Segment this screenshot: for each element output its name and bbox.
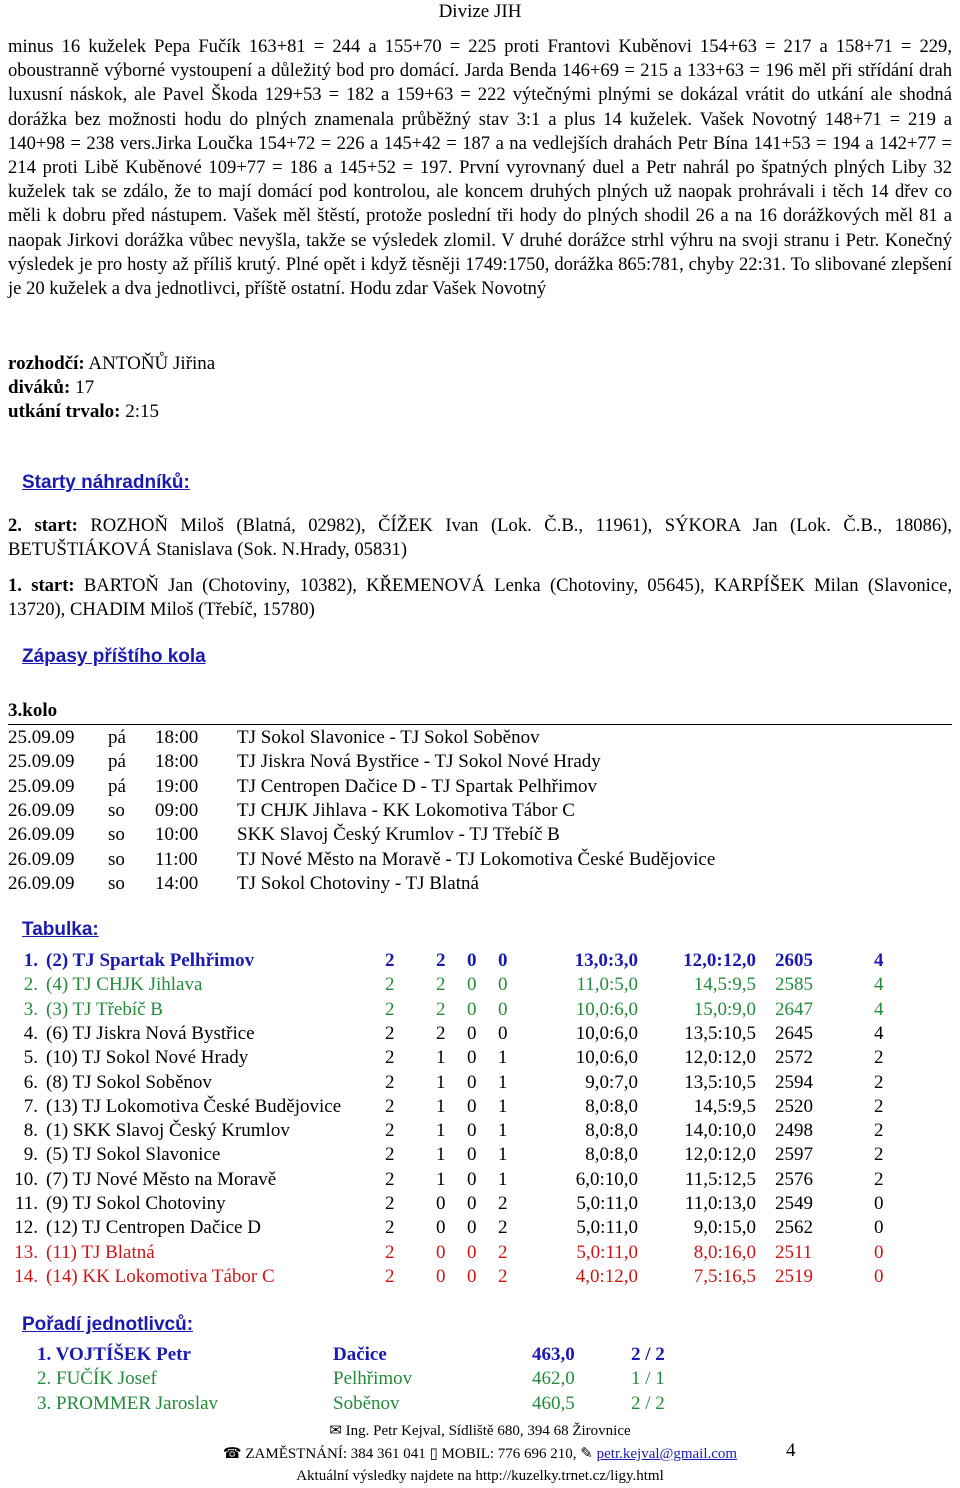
table-wins: 2	[436, 1022, 446, 1044]
table-team: (6) TJ Jiskra Nová Bystřice	[46, 1022, 255, 1044]
table-draws: 0	[467, 950, 477, 971]
table-score: 0	[874, 1217, 884, 1239]
table-points-1: 11,0:5,0	[576, 974, 638, 996]
table-rank: 13.	[14, 1241, 38, 1263]
table-rank: 7.	[23, 1095, 38, 1117]
table-score: 0	[874, 1241, 884, 1263]
table-total-pins: 2645	[775, 1022, 813, 1044]
match-time: 10:00	[155, 824, 199, 846]
footer-work-phone: ZAMĚSTNÁNÍ: 384 361 041	[245, 1446, 426, 1462]
match-time: 14:00	[155, 872, 199, 894]
table-points-1: 8,0:8,0	[585, 1144, 638, 1166]
individual-score: 463,0	[532, 1344, 575, 1365]
footer-address-line	[0, 1421, 960, 1441]
match-date: 25.09.09	[8, 727, 75, 748]
table-losses: 2	[498, 1217, 508, 1239]
page-header-title: Divize JIH	[438, 1, 522, 22]
phone-icon: ☎	[222, 1446, 242, 1462]
table-wins: 2	[436, 998, 446, 1020]
table-played: 2	[385, 1241, 395, 1263]
table-played: 2	[385, 950, 395, 971]
table-losses: 0	[498, 1022, 508, 1044]
table-points-1: 8,0:8,0	[585, 1120, 638, 1142]
table-points-1: 8,0:8,0	[585, 1095, 638, 1117]
table-rank: 2.	[23, 974, 38, 996]
table-wins: 0	[436, 1193, 446, 1214]
table-team: (3) TJ Třebíč B	[46, 998, 163, 1020]
table-score: 4	[874, 1022, 884, 1044]
match-time: 19:00	[155, 775, 199, 797]
match-date: 26.09.09	[8, 872, 75, 894]
table-rank: 10.	[14, 1168, 38, 1190]
table-draws: 0	[467, 1241, 477, 1263]
match-date: 25.09.09	[8, 751, 75, 773]
table-losses: 1	[498, 1047, 508, 1069]
table-draws: 0	[467, 1193, 477, 1214]
table-score: 2	[874, 1071, 884, 1093]
individual-club: Dačice	[333, 1344, 387, 1365]
table-losses: 1	[498, 1120, 508, 1142]
table-draws: 0	[467, 1120, 477, 1142]
table-points-2: 11,0:13,0	[684, 1193, 756, 1214]
match-day: pá	[108, 727, 126, 748]
table-points-1: 10,0:6,0	[575, 998, 638, 1020]
footer-results-line: Aktuální výsledky najdete na http://kuzelky.trnet.cz/ligy.html	[296, 1468, 664, 1484]
table-points-2: 12,0:12,0	[684, 1144, 756, 1166]
table-team: (1) SKK Slavoj Český Krumlov	[46, 1120, 290, 1142]
individual-rank: 2 / 2	[631, 1344, 665, 1365]
table-points-2: 7,5:16,5	[693, 1265, 756, 1287]
table-total-pins: 2647	[775, 998, 813, 1020]
table-wins: 0	[436, 1241, 446, 1263]
table-played: 2	[385, 998, 395, 1020]
table-total-pins: 2549	[775, 1193, 813, 1214]
table-played: 2	[385, 1047, 395, 1069]
table-points-1: 5,0:11,0	[576, 1193, 638, 1214]
table-total-pins: 2572	[775, 1047, 813, 1069]
table-rank: 8.	[23, 1120, 38, 1142]
table-losses: 1	[498, 1095, 508, 1117]
table-losses: 1	[498, 1168, 508, 1190]
start1-paragraph	[8, 574, 952, 622]
table-losses: 0	[498, 974, 508, 996]
table-team: (8) TJ Sokol Soběnov	[46, 1071, 212, 1093]
duration-label: utkání trvalo:	[8, 401, 121, 422]
table-points-1: 6,0:10,0	[575, 1168, 638, 1190]
table-points-2: 13,5:10,5	[684, 1071, 756, 1093]
table-score: 2	[874, 1095, 884, 1117]
table-score: 0	[874, 1265, 884, 1287]
table-losses: 1	[498, 1144, 508, 1166]
table-rank: 11.	[14, 1193, 38, 1214]
table-played: 2	[385, 1095, 395, 1117]
table-score: 0	[874, 1193, 884, 1214]
spectators-label: diváků:	[8, 377, 71, 398]
table-team: (13) TJ Lokomotiva České Budějovice	[46, 1095, 342, 1117]
footer-email-link[interactable]: petr.kejval@gmail.com	[596, 1446, 738, 1462]
match-time: 18:00	[155, 751, 199, 773]
table-draws: 0	[467, 1265, 477, 1287]
table-rank: 4.	[23, 1022, 38, 1044]
table-points-2: 9,0:15,0	[693, 1217, 756, 1239]
table-losses: 2	[498, 1265, 508, 1287]
table-score: 2	[874, 1168, 884, 1190]
table-points-2: 14,0:10,0	[684, 1120, 756, 1142]
table-losses: 1	[498, 1071, 508, 1093]
table-points-1: 5,0:11,0	[576, 1217, 638, 1239]
table-wins: 1	[436, 1144, 446, 1166]
table-wins: 1	[436, 1095, 446, 1117]
table-team: (2) TJ Spartak Pelhřimov	[46, 950, 255, 971]
table-wins: 2	[436, 974, 446, 996]
match-time: 09:00	[155, 799, 199, 821]
table-points-2: 14,5:9,5	[693, 974, 756, 996]
match-day: so	[108, 824, 125, 846]
table-team: (7) TJ Nové Město na Moravě	[46, 1168, 277, 1190]
table-points-2: 15,0:9,0	[693, 998, 756, 1020]
individual-name: 1. VOJTÍŠEK Petr	[37, 1344, 191, 1365]
match-time: 11:00	[155, 848, 198, 870]
individual-club: Soběnov	[333, 1392, 400, 1414]
email-icon: ✎	[580, 1446, 593, 1462]
table-total-pins: 2585	[775, 974, 813, 996]
table-draws: 0	[467, 1168, 477, 1190]
page-number: 4	[786, 1440, 796, 1461]
duration-line	[8, 400, 159, 424]
individual-rank: 2 / 2	[631, 1392, 665, 1414]
referee-line	[8, 352, 215, 376]
match-day: so	[108, 848, 125, 870]
table-score: 2	[874, 1144, 884, 1166]
table-played: 2	[385, 974, 395, 996]
table-total-pins: 2520	[775, 1095, 813, 1117]
match-teams: TJ Sokol Slavonice - TJ Sokol Soběnov	[237, 727, 540, 748]
table-score: 2	[874, 1047, 884, 1069]
table-total-pins: 2597	[775, 1144, 813, 1166]
table-rank: 1.	[23, 950, 38, 971]
match-day: so	[108, 872, 125, 894]
match-report-paragraph: minus 16 kuželek Pepa Fučík 163+81 = 244 a 155+70 = 225 proti Frantovi Kuběnovi 154+63 = 217 a 158+71 = 229, oboustranně výborné vystoupení a důležitý bod pro domácí. Jarda Benda 146+69 = 215 a 133+63 = 196 měl při střídání drah luxusní náskok, ale Pavel Škoda 129+53 = 182 a 159+63 = 222 výtečnými plnými se dokázal vrátit do utkání ale shodná dorážka bez možnosti hodu do plných znamenala průběžný stav 3:1 a plus 14 kuželek. Vašek Novotný 148+71 = 219 a 140+98 = 238 vers.Jirka Loučka 154+72 = 226 a 145+42 = 187 a na vedlejších drahách Petr Bína 141+53 = 194 a 142+77 = 214 proti Libě Kuběnové 109+77 = 186 a 145+52 = 197. První vyrovnaný duel a Petr nahrál po špatných plných Liby 32 kuželek tak se zdálo, že to mají domácí pod kontrolou, ale koncem druhých plných už naopak prohrávali i těch 14 dřev co měli k dobru před nástupem. Vašek měl štěstí, protože poslední tři hody do plných shodil 26 a na 16 dorážkových měl 81 a naopak Jirkovi dorážka vůbec nevyšla, takže se výsledek zlomil. V druhé dorážce strhl výhru na svoji stranu i Petr. Konečný výsledek je pro hosty až příliš krutý. Plné opět i když těsněji 1749:1750, dorážka 865:781, chyby 22:31. To slibované zlepšení je 20 kuželek a dva jednotlivci, příště ostatní. Hodu zdar Vašek Novotný	[8, 36, 952, 300]
table-draws: 0	[467, 1047, 477, 1069]
envelope-icon: ✉	[329, 1423, 342, 1439]
individual-club: Pelhřimov	[333, 1368, 413, 1390]
table-rank: 3.	[23, 998, 38, 1020]
table-wins: 1	[436, 1047, 446, 1069]
table-points-1: 4,0:12,0	[575, 1265, 638, 1287]
individual-name: 2. FUČÍK Josef	[37, 1368, 157, 1390]
table-points-2: 13,5:10,5	[684, 1022, 756, 1044]
footer-mobile: MOBIL: 776 696 210,	[441, 1446, 577, 1462]
round-label: 3.kolo	[8, 700, 952, 725]
footer-contact-line	[0, 1444, 960, 1464]
referee-value: ANTOŇŮ Jiřina	[88, 353, 216, 374]
match-time: 18:00	[155, 727, 199, 748]
table-score: 4	[874, 974, 884, 996]
table-draws: 0	[467, 998, 477, 1020]
match-date: 26.09.09	[8, 824, 75, 846]
table-points-1: 5,0:11,0	[576, 1241, 638, 1263]
table-played: 2	[385, 1168, 395, 1190]
match-teams: TJ Nové Město na Moravě - TJ Lokomotiva České Budějovice	[237, 848, 716, 870]
table-wins: 0	[436, 1265, 446, 1287]
table-rank: 9.	[23, 1144, 38, 1166]
table-points-1: 13,0:3,0	[574, 950, 638, 971]
table-played: 2	[385, 1071, 395, 1093]
table-total-pins: 2498	[775, 1120, 813, 1142]
match-teams: TJ CHJK Jihlava - KK Lokomotiva Tábor C	[237, 799, 575, 821]
start2-text: ROZHOŇ Miloš (Blatná, 02982), ČÍŽEK Ivan (Lok. Č.B., 11961), SÝKORA Jan (Lok. Č.B., 18086), BETUŠTIÁKOVÁ Stanislava (Sok. N.Hrady, 05831)	[8, 515, 953, 560]
table-team: (11) TJ Blatná	[46, 1241, 155, 1263]
individual-score: 460,5	[532, 1392, 575, 1414]
table-total-pins: 2511	[775, 1241, 813, 1263]
table-draws: 0	[467, 974, 477, 996]
match-teams: SKK Slavoj Český Krumlov - TJ Třebíč B	[237, 824, 560, 846]
next-round-heading: Zápasy příštího kola	[22, 646, 206, 667]
table-losses: 2	[498, 1241, 508, 1263]
match-teams: TJ Centropen Dačice D - TJ Spartak Pelhřimov	[237, 775, 598, 797]
table-draws: 0	[467, 1022, 477, 1044]
match-date: 25.09.09	[8, 775, 75, 797]
table-points-1: 9,0:7,0	[585, 1071, 638, 1093]
table-played: 2	[385, 1144, 395, 1166]
table-draws: 0	[467, 1071, 477, 1093]
match-teams: TJ Sokol Chotoviny - TJ Blatná	[237, 872, 479, 894]
table-points-2: 12,0:12,0	[683, 950, 756, 971]
table-draws: 0	[467, 1217, 477, 1239]
table-total-pins: 2576	[775, 1168, 813, 1190]
table-points-1: 10,0:6,0	[575, 1047, 638, 1069]
table-points-2: 14,5:9,5	[693, 1095, 756, 1117]
table-draws: 0	[467, 1095, 477, 1117]
start2-paragraph	[8, 514, 952, 562]
table-played: 2	[385, 1022, 395, 1044]
table-team: (14) KK Lokomotiva Tábor C	[46, 1265, 275, 1287]
start2-label: 2. start:	[8, 515, 78, 536]
table-played: 2	[385, 1265, 395, 1287]
match-date: 26.09.09	[8, 799, 75, 821]
individual-name: 3. PROMMER Jaroslav	[37, 1392, 219, 1414]
table-losses: 0	[498, 998, 508, 1020]
table-points-2: 11,5:12,5	[684, 1168, 756, 1190]
table-rank: 6.	[23, 1071, 38, 1093]
table-rank: 5.	[23, 1047, 38, 1069]
table-wins: 1	[436, 1120, 446, 1142]
table-heading: Tabulka:	[22, 919, 99, 940]
footer-address: Ing. Petr Kejval, Sídliště 680, 394 68 Žirovnice	[345, 1423, 631, 1439]
table-wins: 1	[436, 1071, 446, 1093]
table-played: 2	[385, 1120, 395, 1142]
match-date: 26.09.09	[8, 848, 75, 870]
table-rank: 14.	[14, 1265, 38, 1287]
table-wins: 2	[436, 950, 446, 971]
table-score: 4	[874, 950, 884, 971]
table-losses: 2	[498, 1193, 508, 1214]
table-played: 2	[385, 1193, 395, 1214]
table-draws: 0	[467, 1144, 477, 1166]
match-day: pá	[108, 751, 126, 773]
table-wins: 0	[436, 1217, 446, 1239]
substitutes-heading: Starty náhradníků:	[22, 472, 190, 493]
table-total-pins: 2562	[775, 1217, 813, 1239]
duration-value: 2:15	[125, 401, 159, 422]
start1-text: BARTOŇ Jan (Chotoviny, 10382), KŘEMENOVÁ Lenka (Chotoviny, 05645), KARPÍŠEK Milan (Slavonice, 13720), CHADIM Miloš (Třebíč, 15780)	[8, 575, 952, 620]
table-total-pins: 2594	[775, 1071, 813, 1093]
table-total-pins: 2519	[775, 1265, 813, 1287]
mobile-icon: ▯	[429, 1446, 438, 1462]
table-rank: 12.	[14, 1217, 38, 1239]
table-team: (4) TJ CHJK Jihlava	[46, 974, 203, 996]
start1-label: 1. start:	[8, 575, 75, 596]
table-team: (12) TJ Centropen Dačice D	[46, 1217, 261, 1239]
individual-score: 462,0	[532, 1368, 575, 1390]
match-teams: TJ Jiskra Nová Bystřice - TJ Sokol Nové Hrady	[237, 751, 601, 773]
table-score: 4	[874, 998, 884, 1020]
table-team: (10) TJ Sokol Nové Hrady	[46, 1047, 249, 1069]
table-wins: 1	[436, 1168, 446, 1190]
table-team: (5) TJ Sokol Slavonice	[46, 1144, 221, 1166]
table-losses: 0	[498, 950, 508, 971]
table-score: 2	[874, 1120, 884, 1142]
match-day: pá	[108, 775, 126, 797]
table-played: 2	[385, 1217, 395, 1239]
table-points-2: 8,0:16,0	[693, 1241, 756, 1263]
table-points-2: 12,0:12,0	[684, 1047, 756, 1069]
table-team: (9) TJ Sokol Chotoviny	[46, 1193, 226, 1214]
table-points-1: 10,0:6,0	[575, 1022, 638, 1044]
spectators-value: 17	[75, 377, 95, 398]
match-day: so	[108, 799, 125, 821]
individuals-heading: Pořadí jednotlivců:	[22, 1314, 194, 1335]
table-total-pins: 2605	[775, 950, 813, 971]
spectators-line	[8, 376, 94, 400]
individual-rank: 1 / 1	[631, 1368, 665, 1390]
referee-label: rozhodčí:	[8, 353, 85, 374]
